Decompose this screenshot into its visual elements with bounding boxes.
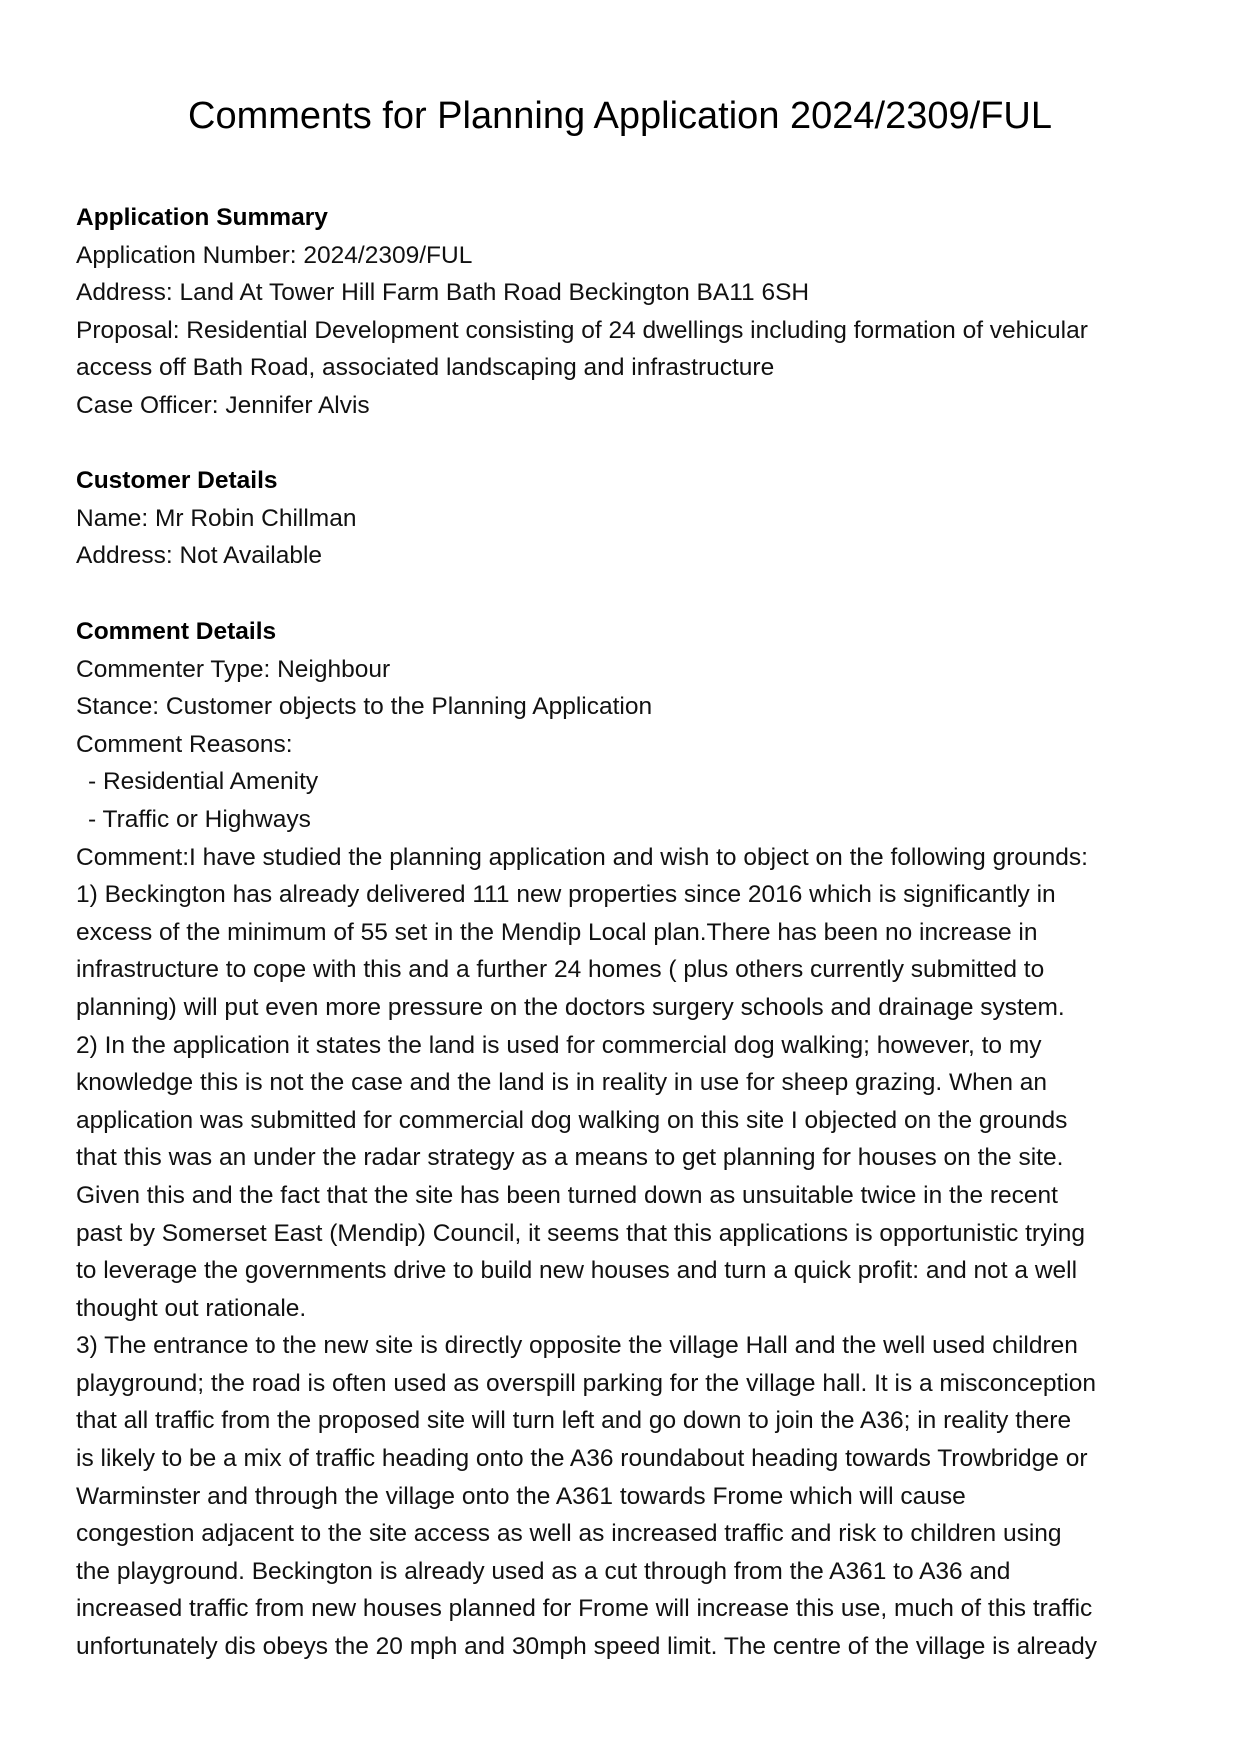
comment-text-line: planning) will put even more pressure on the doctors surgery schools and drainage system. <box>76 993 1065 1021</box>
customer-name: Name: Mr Robin Chillman <box>76 504 357 532</box>
comment-text-line: past by Somerset East (Mendip) Council, it seems that this applications is opportunistic trying <box>76 1219 1086 1247</box>
comment-text-line: infrastructure to cope with this and a further 24 homes ( plus others currently submitted to <box>76 956 1045 984</box>
case-officer: Case Officer: Jennifer Alvis <box>76 391 370 419</box>
comment-text-line: is likely to be a mix of traffic heading onto the A36 roundabout heading towards Trowbridge or <box>76 1445 1088 1473</box>
comment-text-line: thought out rationale. <box>76 1294 307 1322</box>
commenter-type: Commenter Type: Neighbour <box>76 655 391 683</box>
comment-reason-item: - Traffic or Highways <box>88 805 311 833</box>
application-summary-heading: Application Summary <box>76 204 328 231</box>
application-number: Application Number: 2024/2309/FUL <box>76 241 473 269</box>
comment-text-line: that all traffic from the proposed site will turn left and go down to join the A36; in reality there <box>76 1407 1072 1435</box>
application-address: Address: Land At Tower Hill Farm Bath Road Beckington BA11 6SH <box>76 279 810 307</box>
application-summary-section <box>76 199 1166 425</box>
proposal-line: access off Bath Road, associated landscaping and infrastructure <box>76 354 775 382</box>
comment-text-line: unfortunately dis obeys the 20 mph and 30mph speed limit. The centre of the village is already <box>76 1633 1097 1661</box>
comment-text-line: the playground. Beckington is already used as a cut through from the A361 to A36 and <box>76 1557 1011 1585</box>
comment-text-line: Given this and the fact that the site has been turned down as unsuitable twice in the recent <box>76 1181 1058 1209</box>
comment-details-heading: Comment Details <box>76 618 277 645</box>
customer-details-section <box>76 462 1166 575</box>
comment-reason-item: - Residential Amenity <box>88 768 319 796</box>
comment-text-line: that this was an under the radar strategy as a means to get planning for houses on the site. <box>76 1144 1064 1172</box>
comment-reasons-label: Comment Reasons: <box>76 730 293 758</box>
comment-text-line: to leverage the governments drive to build new houses and turn a quick profit: and not a well <box>76 1257 1078 1285</box>
comment-text-line: Comment:I have studied the planning application and wish to object on the following grounds: <box>76 843 1088 871</box>
stance: Stance: Customer objects to the Planning Application <box>76 693 653 721</box>
proposal-line: Proposal: Residential Development consisting of 24 dwellings including formation of vehicular <box>76 316 1088 344</box>
comment-text-line: 2) In the application it states the land is used for commercial dog walking; however, to my <box>76 1031 1042 1059</box>
comment-text-line: knowledge this is not the case and the land is in reality in use for sheep grazing. When an <box>76 1069 1048 1097</box>
comment-details-section <box>76 613 1166 1666</box>
comment-text-line: application was submitted for commercial dog walking on this site I objected on the grounds <box>76 1106 1068 1134</box>
comment-text-line: increased traffic from new houses planned for Frome will increase this use, much of this traffic <box>76 1595 1093 1623</box>
customer-details-heading: Customer Details <box>76 467 278 494</box>
comment-text-line: Warminster and through the village onto the A361 towards Frome which will cause <box>76 1482 966 1510</box>
customer-address: Address: Not Available <box>76 542 323 570</box>
comment-text-line: excess of the minimum of 55 set in the Mendip Local plan.There has been no increase in <box>76 918 1038 946</box>
comment-text-line: congestion adjacent to the site access as well as increased traffic and risk to children using <box>76 1520 1062 1548</box>
page-title: Comments for Planning Application 2024/2309/FUL <box>188 95 1052 137</box>
comment-text-line: 3) The entrance to the new site is directly opposite the village Hall and the well used children <box>76 1332 1078 1360</box>
comment-text-line: playground; the road is often used as overspill parking for the village hall. It is a misconception <box>76 1369 1097 1397</box>
comment-text-line: 1) Beckington has already delivered 111 new properties since 2016 which is significantly in <box>76 881 1056 909</box>
